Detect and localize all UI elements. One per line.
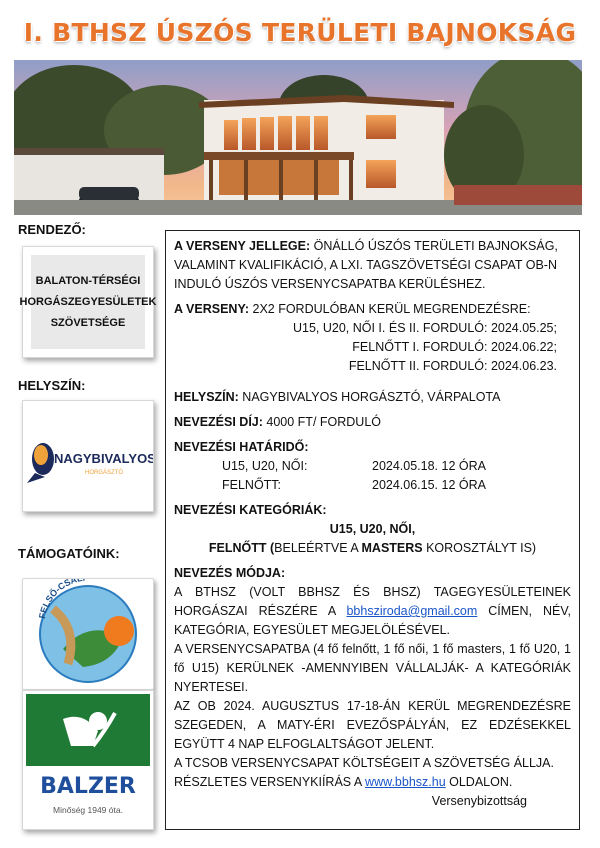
round-1: U15, U20, NŐI I. ÉS II. FORDULÓ: 2024.05.25; — [292, 321, 557, 335]
organizer-card — [19, 246, 157, 358]
venue-logo-sub: HORGÁSZTÓ — [85, 470, 124, 476]
announcement-box — [165, 230, 580, 830]
jelleg-text: ÖNÁLLÓ ÚSZÓS TERÜLETI BAJNOKSÁG, VALAMINT KVALIFIKÁCIÓ, A LXI. TAGSZÖVETSÉGI CSAPAT OB-N INDULÓ ÚSZÓS VERSENYCSAPATBA KERÜLÉSHEZ. — [174, 239, 558, 291]
helyszin-text: NAGYBIVALYOS HORGÁSZTÓ, VÁRPALOTA — [238, 390, 501, 404]
verseny-label: A VERSENY: — [174, 302, 250, 316]
dij-section — [174, 413, 571, 432]
deadline-date: 2024.05.18. 12 ÓRA — [372, 459, 486, 473]
sponsor-felso-csali-card — [22, 578, 154, 690]
modja-p3: AZ OB 2024. AUGUSZTUS 17-18-ÁN KERÜL MEGRENDEZÉSRE SZEGEDEN, A MATY-ÉRI EVEZŐSPÁLYÁN, EZ EDZÉSEKKEL EGYÜTT 4 NAP ELFOGLALTSÁGOT JELENT. — [174, 699, 571, 751]
verseny-text: 2X2 FORDULÓBAN KERÜL MEGRENDEZÉSRE: — [249, 302, 531, 316]
helyszin-label: HELYSZÍN: — [174, 390, 239, 404]
modja-p2: A VERSENYCSAPATBA (4 fő felnőtt, 1 fő női, 1 fő masters, 1 fő U20, 1 fő U15) KERÜLNEK -AMENNYIBEN VÁLLALJÁK- A KATEGÓRIÁK NYERTESEI. — [174, 642, 571, 694]
modja-p5: RÉSZLETES VERSENYKIÍRÁS A www.bbhsz.hu OLDALON. — [174, 775, 513, 789]
verseny-section — [174, 300, 571, 376]
venue-photo — [14, 60, 582, 215]
email-link[interactable]: bbhsziroda@gmail.com — [346, 604, 478, 618]
round-2: FELNŐTT I. FORDULÓ: 2024.06.22; — [352, 340, 557, 354]
helyszin-section — [174, 388, 571, 407]
deadline-cat: U15, U20, NŐI: — [222, 459, 308, 473]
sponsor-felso-csali-text: FELSŐ-CSA — [37, 579, 79, 620]
modja-label: NEVEZÉS MÓDJA: — [174, 566, 286, 580]
kategoriak-line-1: U15, U20, NŐI, — [329, 522, 416, 536]
hatarido-label: NEVEZÉSI HATÁRIDŐ: — [174, 440, 309, 454]
kategoriak-label: NEVEZÉSI KATEGÓRIÁK: — [174, 503, 327, 517]
sponsor-balzer-card — [22, 690, 154, 830]
fish-icon — [27, 443, 54, 483]
jelleg-section — [174, 237, 571, 294]
deadline-date: 2024.06.15. 12 ÓRA — [372, 478, 486, 492]
page-title: I. BTHSZ ÚSZÓS TERÜLETI BAJNOKSÁG — [23, 18, 577, 47]
deadline-row — [174, 457, 571, 476]
sponsor-balzer-text: BALZER — [40, 774, 136, 799]
hatarido-section — [174, 438, 571, 495]
venue-logo-card — [22, 400, 154, 512]
sponsors-label: TÁMOGATÓINK: — [18, 546, 120, 561]
venue-label: HELYSZÍN: — [18, 378, 86, 393]
kategoriak-section — [174, 501, 571, 558]
round-3: FELNŐTT II. FORDULÓ: 2024.06.23. — [348, 359, 557, 373]
modja-p4: A TCSOB VERSENYCSAPAT KÖLTSÉGEIT A SZÖVETSÉG ÁLLJA. — [174, 756, 554, 770]
organizer-line-1: BALATON-TÉRSÉGI — [35, 274, 141, 287]
organizer-label: RENDEZŐ: — [18, 222, 86, 237]
sponsor-balzer-sub: Minőség 1949 óta. — [53, 805, 123, 815]
organizer-line-2: HORGÁSZEGYESÜLETEK — [19, 295, 157, 308]
organizer-line-3: SZÖVETSÉGE — [50, 316, 126, 329]
dij-text: 4000 FT/ FORDULÓ — [262, 415, 382, 429]
deadline-cat: FELNŐTT: — [222, 478, 282, 492]
jelleg-label: A VERSENY JELLEGE: — [174, 239, 311, 253]
deadline-row — [174, 476, 571, 495]
signature: Versenybizottság — [431, 794, 527, 808]
venue-logo-text: NAGYBIVALYOS — [54, 451, 153, 466]
dij-label: NEVEZÉSI DÍJ: — [174, 415, 263, 429]
modja-p1: A BTHSZ (VOLT BBHSZ ÉS BHSZ) TAGEGYESÜLETEINEK HORGÁSZAI RÉSZÉRE A bbhsziroda@gmail.com CÍMEN, NÉV, KATEGÓRIA, EGYESÜLET MEGJELÖLÉSÉVEL. — [174, 585, 571, 637]
kategoriak-line-2: FELNŐTT (BELEÉRTVE A MASTERS KOROSZTÁLYT IS) — [208, 541, 537, 555]
website-link[interactable]: www.bbhsz.hu — [365, 775, 446, 789]
modja-section — [174, 564, 571, 811]
